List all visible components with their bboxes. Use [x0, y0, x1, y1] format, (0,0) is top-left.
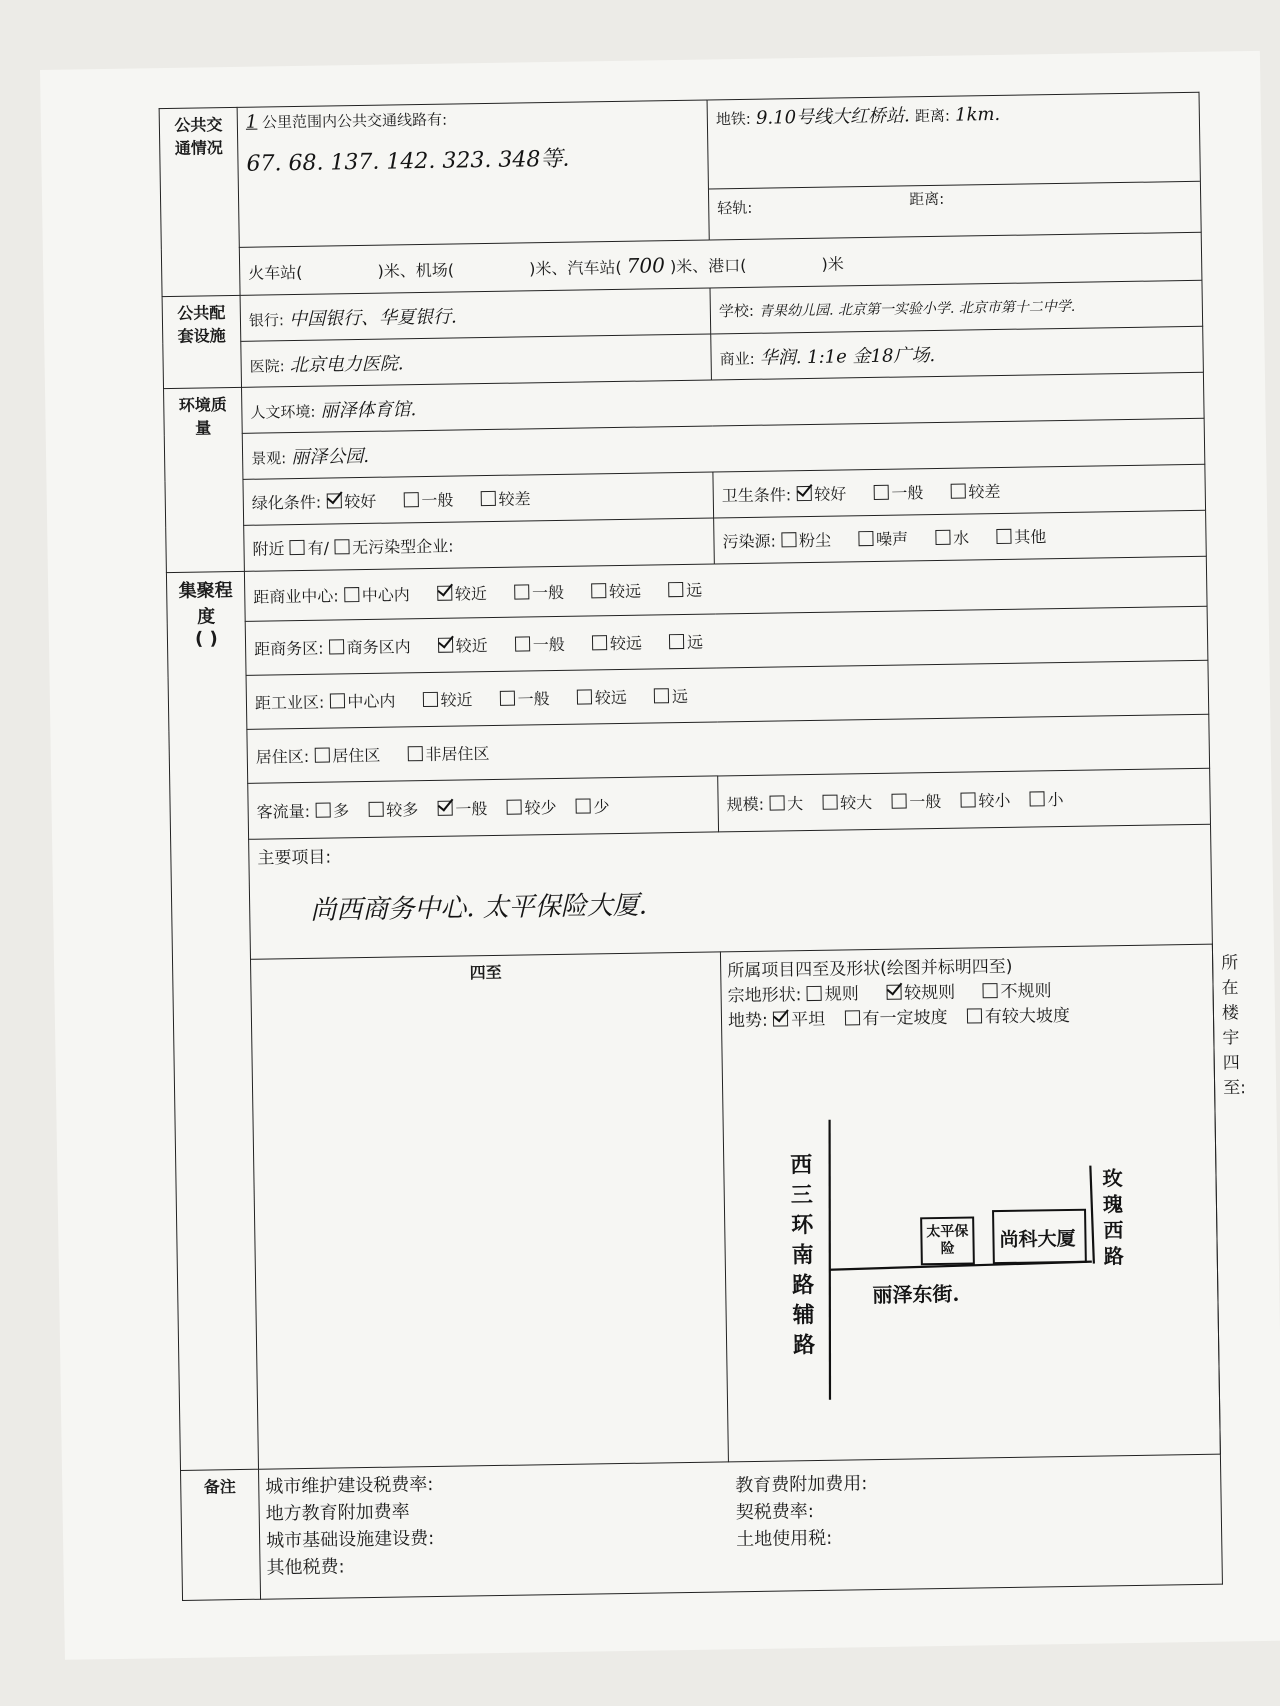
scale-label: 规模:: [726, 794, 765, 815]
business-opt-checkbox[interactable]: [669, 634, 684, 649]
subway-label: 地铁:: [715, 109, 752, 129]
pollution-opt: 水: [953, 528, 970, 548]
traffic-opt-checkbox[interactable]: [575, 798, 590, 813]
industrial-opt-checkbox[interactable]: [500, 691, 515, 706]
pollution-label: 污染源:: [722, 531, 777, 552]
commerce-value: 华润. 1:1e 金18广场.: [759, 344, 936, 369]
shape-opt: 较规则: [904, 982, 956, 1004]
industrial-opt: 中心内: [347, 691, 396, 712]
business-opt-checkbox[interactable]: [515, 636, 530, 651]
block1-label: 太平保险: [926, 1223, 969, 1257]
commercial-label: 距商业中心:: [253, 586, 339, 607]
scale-opt-checkbox[interactable]: [769, 795, 784, 810]
projects-value: 尚西商务中心. 太平保险大厦.: [310, 890, 648, 926]
shape-opt: 不规则: [1000, 981, 1052, 1003]
terrain-flat-checkbox[interactable]: [773, 1011, 788, 1026]
site-sketch: [728, 1024, 1213, 1421]
transport-lines-cell: [237, 100, 709, 247]
terrain-opt: 有一定坡度: [862, 1007, 948, 1030]
building-boundaries-label: 所在楼宇四至:: [1221, 953, 1247, 1099]
culture-label: 人文环境:: [250, 402, 316, 422]
culture-value: 丽泽体育馆.: [320, 398, 417, 422]
km-prefix: 1: [245, 111, 258, 133]
boundaries-cell: [720, 944, 1220, 1462]
business-near-checkbox[interactable]: [438, 638, 453, 653]
remarks-columns: [265, 1459, 1216, 1582]
commercial-near-checkbox[interactable]: [437, 586, 452, 601]
residential-opt: 居住区: [332, 745, 381, 766]
projects-cell: [249, 824, 1213, 959]
survey-form: [159, 92, 1247, 1648]
nearby-cell: [244, 518, 715, 571]
bus-unit: )米、港口(: [669, 255, 747, 276]
terrain-slope-checkbox[interactable]: [844, 1010, 859, 1025]
scale-opt: 小: [1047, 790, 1064, 810]
shape-regular-checkbox[interactable]: [807, 986, 822, 1001]
shape-irregular-checkbox[interactable]: [982, 983, 997, 998]
bank-value: 中国银行、华夏银行.: [288, 305, 457, 330]
scale-opt: 一般: [909, 791, 942, 812]
agglomeration-paren: ( ): [194, 628, 218, 650]
traffic-normal-checkbox[interactable]: [437, 801, 452, 816]
scale-cell: [718, 768, 1211, 832]
green-fair-checkbox[interactable]: [403, 492, 418, 507]
projects-label: 主要项目:: [257, 847, 332, 869]
remark-line: 契税费率:: [735, 1501, 814, 1524]
scale-opt: 较大: [840, 793, 873, 813]
school-cell: [710, 280, 1203, 334]
industrial-opt-checkbox[interactable]: [577, 689, 592, 704]
sanitation-opt: 较好: [814, 484, 847, 504]
commercial-opt-checkbox[interactable]: [668, 582, 683, 597]
terrain-opt: 平坦: [791, 1009, 826, 1031]
pollution-noise-checkbox[interactable]: [858, 531, 873, 546]
pollution-opt: 粉尘: [798, 530, 832, 551]
traffic-opt: 较少: [524, 797, 557, 818]
traffic-opt: 多: [333, 801, 350, 821]
survey-table: [159, 92, 1247, 1601]
rail-cell: [707, 92, 1201, 240]
green-opt: 较差: [498, 489, 531, 509]
business-opt-checkbox[interactable]: [328, 639, 343, 654]
shape-fairly-regular-checkbox[interactable]: [886, 985, 901, 1000]
shape-label: 宗地形状:: [727, 985, 802, 1007]
west-road-label: 西三环南路辅路: [790, 1152, 816, 1359]
airport-unit: )米、汽车站(: [528, 257, 622, 278]
sanitation-label: 卫生条件:: [721, 485, 792, 506]
commercial-opt: 较近: [454, 584, 488, 604]
hospital-label: 医院:: [249, 356, 285, 376]
residential-opt-checkbox[interactable]: [314, 748, 329, 763]
boundaries-title: 所属项目四至及形状(绘图并标明四至): [727, 956, 1013, 982]
port-unit: )米: [821, 253, 844, 274]
hospital-value: 北京电力医院.: [289, 352, 404, 376]
school-value: 青果幼儿园. 北京第一实验小学. 北京市第十二中学.: [758, 298, 1076, 320]
nearby-opt1: 有/: [307, 538, 330, 558]
terrain-opt: 有较大坡度: [984, 1005, 1071, 1028]
boundaries-label: 四至: [250, 952, 728, 1469]
industrial-opt: 一般: [517, 689, 550, 709]
terrain-steep-checkbox[interactable]: [967, 1008, 982, 1023]
light-rail-distance-label: 距离:: [908, 189, 945, 209]
industrial-opt: 较近: [440, 690, 473, 710]
sanitation-poor-checkbox[interactable]: [950, 484, 965, 499]
sanitation-cell: [713, 464, 1206, 518]
subway-distance: 1km.: [954, 103, 1001, 126]
pollution-opt: 其他: [1014, 527, 1047, 547]
commerce-label: 商业:: [719, 349, 755, 368]
business-opt-checkbox[interactable]: [592, 635, 607, 650]
shape-opt: 规则: [824, 984, 859, 1005]
train-unit: )米、机场(: [377, 260, 455, 281]
sanitation-good-checkbox[interactable]: [796, 486, 811, 501]
subway-distance-label: 距离:: [914, 106, 951, 126]
business-opt: 商务区内: [346, 637, 411, 658]
nearby-yes-checkbox[interactable]: [290, 540, 305, 555]
business-opt: 远: [686, 632, 704, 652]
commercial-opt: 一般: [531, 582, 565, 603]
business-opt: 一般: [532, 634, 565, 655]
paper-sheet: [40, 51, 1280, 1660]
industrial-opt: 较远: [594, 687, 627, 708]
environment-label: 环境质量: [164, 387, 245, 572]
sanitation-opt: 较差: [968, 481, 1001, 502]
agglomeration-label-cell: [166, 571, 258, 1470]
remark-line: 其他税费:: [266, 1556, 345, 1579]
green-label: 绿化条件:: [251, 492, 322, 513]
east-road-label: 玫瑰西路: [1102, 1166, 1124, 1269]
commercial-opt: 中心内: [361, 585, 410, 606]
remark-line: 城市基础设施建设费:: [265, 1527, 435, 1552]
remarks-cell: [259, 1454, 1223, 1599]
traffic-opt: 一般: [455, 799, 488, 819]
nearby-label: 附近: [252, 539, 285, 559]
remark-line: 城市维护建设税费率:: [265, 1473, 434, 1498]
terrain-label: 地势:: [727, 1010, 768, 1032]
commerce-cell: [711, 326, 1204, 380]
transport-lines: 67. 68. 137. 142. 323. 348等.: [246, 146, 570, 177]
green-poor-checkbox[interactable]: [480, 491, 495, 506]
scale-opt-checkbox[interactable]: [960, 792, 975, 807]
subway-value: 9.10号线大红桥站.: [755, 105, 910, 129]
agglomeration-label: 集聚程度: [178, 580, 233, 628]
commercial-opt: 较远: [608, 581, 642, 602]
bus-value: 700: [626, 252, 666, 278]
traffic-opt: 少: [593, 797, 610, 817]
scale-opt-checkbox[interactable]: [891, 793, 906, 808]
industrial-opt-checkbox[interactable]: [654, 688, 669, 703]
traffic-label: 客流量:: [256, 801, 311, 822]
landscape-label: 景观:: [250, 448, 287, 468]
remark-line: 地方教育附加费率: [265, 1501, 410, 1525]
commercial-opt: 远: [686, 580, 703, 600]
landscape-value: 丽泽公园.: [291, 445, 370, 468]
traffic-opt-checkbox[interactable]: [506, 800, 521, 815]
hospital-cell: [241, 334, 712, 387]
industrial-label: 距工业区:: [254, 692, 325, 713]
green-opt: 较好: [344, 491, 377, 512]
pollution-water-checkbox[interactable]: [935, 530, 950, 545]
pollution-opt: 噪声: [875, 529, 909, 549]
commercial-opt-checkbox[interactable]: [344, 587, 359, 602]
scale-opt-checkbox[interactable]: [1029, 791, 1044, 806]
scale-opt: 大: [786, 794, 804, 814]
remarks-label: 备注: [181, 1469, 261, 1600]
green-opt: 一般: [421, 490, 454, 511]
business-label: 距商务区:: [253, 638, 324, 659]
pollution-cell: [714, 510, 1207, 564]
light-rail-label: 轻轨:: [717, 198, 753, 218]
km-label: 公里范围内公共交通线路有:: [261, 110, 448, 132]
commercial-opt-checkbox[interactable]: [514, 584, 529, 599]
bank-label: 银行:: [248, 310, 285, 330]
remarks-right: [735, 1464, 869, 1574]
scale-opt-checkbox[interactable]: [822, 795, 837, 810]
industrial-opt: 远: [671, 686, 689, 707]
scale-opt: 较小: [978, 790, 1011, 811]
residential-opt: 非居住区: [425, 744, 490, 765]
nearby-opt2: 无污染型企业:: [352, 536, 454, 558]
business-opt: 较近: [455, 636, 488, 656]
traffic-opt-checkbox[interactable]: [368, 802, 383, 817]
traffic-opt-checkbox[interactable]: [315, 803, 330, 818]
residential-opt-checkbox[interactable]: [407, 746, 422, 761]
school-label: 学校:: [718, 301, 755, 321]
remark-line: 土地使用税:: [736, 1527, 833, 1551]
nearby-no-checkbox[interactable]: [334, 539, 349, 554]
train-label: 火车站(: [248, 262, 303, 283]
block2-label: 尚科大厦: [999, 1227, 1076, 1252]
residential-label: 居住区:: [255, 746, 310, 767]
south-road-label: 丽泽东街.: [872, 1281, 960, 1308]
sanitation-opt: 一般: [891, 483, 924, 503]
business-opt: 较远: [609, 633, 643, 654]
pollution-dust-checkbox[interactable]: [781, 532, 796, 547]
remarks-left: [265, 1466, 737, 1581]
transport-label: 公共交通情况: [159, 107, 240, 296]
bank-cell: [240, 288, 711, 341]
industrial-opt-checkbox[interactable]: [422, 692, 437, 707]
green-good-checkbox[interactable]: [326, 493, 341, 508]
commercial-opt-checkbox[interactable]: [591, 583, 606, 598]
facilities-label: 公共配套设施: [162, 295, 241, 388]
traffic-cell: [248, 776, 719, 839]
sanitation-fair-checkbox[interactable]: [873, 485, 888, 500]
traffic-opt: 较多: [386, 800, 419, 820]
green-cell: [243, 472, 714, 525]
pollution-other-checkbox[interactable]: [996, 529, 1011, 544]
remark-line: 教育费附加费用:: [735, 1473, 868, 1497]
industrial-opt-checkbox[interactable]: [329, 693, 344, 708]
